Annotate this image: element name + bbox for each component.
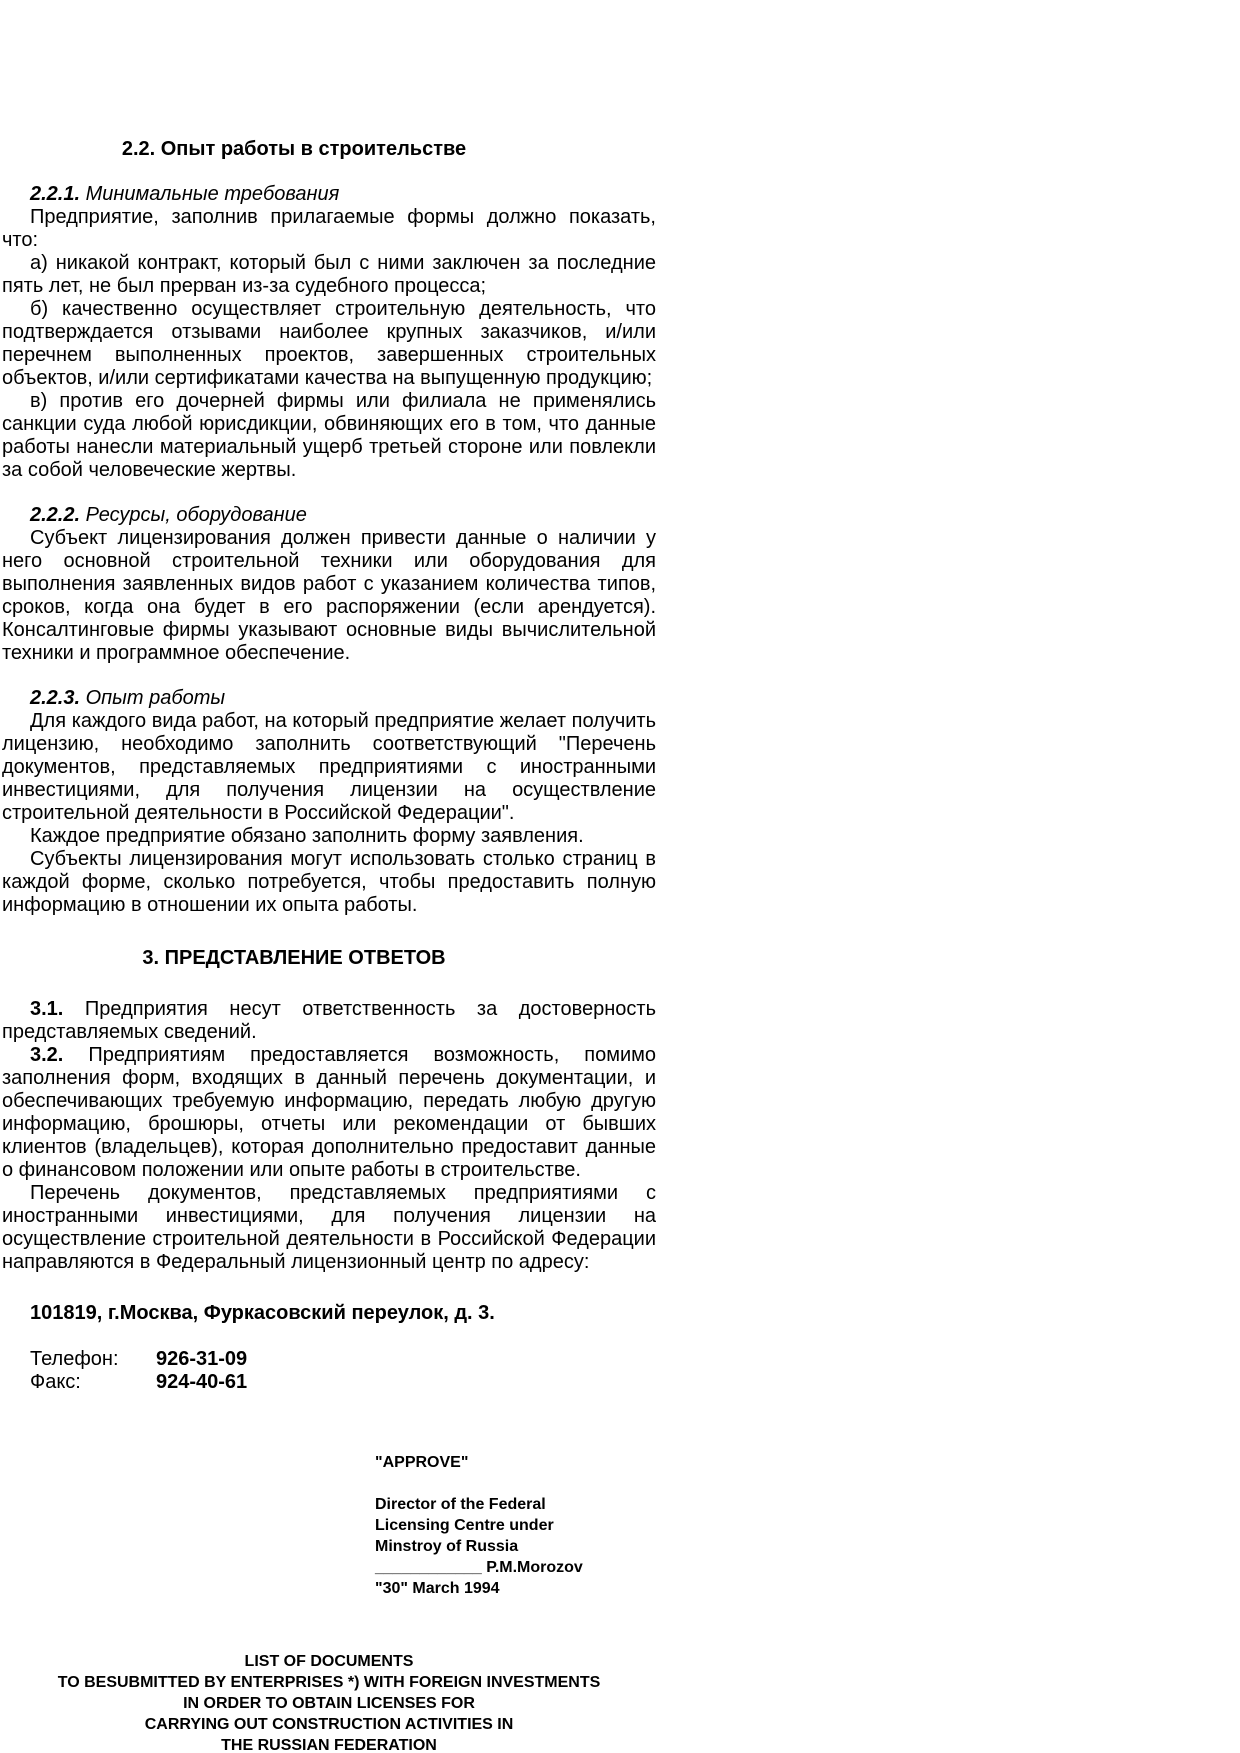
subsection-2-2-3-title: Опыт работы (85, 687, 226, 709)
subsection-2-2-3-number: 2.2.3. (30, 687, 81, 709)
paragraph-2-2-2-body: Субъект лицензирования должен привести данные о наличии у него основной строительной техники или оборудования для выполнения заявленных видов работ с указанием количества типов, сроков, когда она будет в его распоряжении (если арендуется). Консалтинговые фирмы указывают основные виды вычислительной техники и программное обеспечение. (2, 527, 656, 664)
paragraph-3-1-text: Предприятия несут ответственность за достоверность представляемых сведений. (2, 998, 656, 1043)
list-of-documents-title (2, 1651, 656, 1753)
phone-row (2, 1348, 656, 1371)
paragraph-3-2 (2, 1044, 656, 1182)
list-title-line-4: CARRYING OUT CONSTRUCTION ACTIVITIES IN (144, 1716, 514, 1733)
approval-line-1: Director of the Federal (375, 1496, 546, 1513)
text-column (2, 0, 656, 1753)
paragraph-2-2-1-item-a: а) никакой контракт, который был с ними заключен за последние пять лет, не был прерван из-за судебного процесса; (2, 252, 656, 297)
paragraph-3-1-number: 3.1. (30, 998, 64, 1020)
approval-line-2: Licensing Centre under (375, 1517, 554, 1534)
paragraph-3-2-text: Предприятиям предоставляется возможность, помимо заполнения форм, входящих в данный перечень документации, и обеспечивающих требуемую информацию, передать любую другую информацию, брошюры, отчеты или рекомендации от бывших клиентов (владельцев), которая дополнительно предоставит данные о финансовом положении или опыте работы в строительстве. (2, 1044, 656, 1181)
paragraph-2-2-3-2: Каждое предприятие обязано заполнить форму заявления. (30, 825, 584, 847)
address-line: 101819, г.Москва, Фуркасовский переулок, д. 3. (30, 1302, 495, 1324)
list-title-line-2: TO BESUBMITTED BY ENTERPRISES *) WITH FOREIGN INVESTMENTS (57, 1674, 601, 1691)
phone-label: Телефон: (30, 1348, 119, 1370)
fax-value: 924-40-61 (156, 1371, 248, 1393)
subsection-2-2-1-number: 2.2.1. (30, 183, 81, 205)
paragraph-3-1 (2, 998, 656, 1044)
approval-line-3: Minstroy of Russia (375, 1538, 519, 1555)
paragraph-2-2-1-item-v: в) против его дочерней фирмы или филиала не применялись санкции суда любой юрисдикции, обвиняющих его в том, что данные работы нанесли материальный ущерб третьей стороне или повлекли за собой человеческие жертвы. (2, 390, 656, 481)
paragraph-2-2-3-3: Субъекты лицензирования могут использовать столько страниц в каждой форме, сколько потребуется, чтобы предоставить полную информацию в отношении их опыта работы. (2, 848, 656, 916)
subsection-2-2-3-heading (2, 687, 656, 710)
paragraph-2-2-3-1: Для каждого вида работ, на который предприятие желает получить лицензию, необходимо заполнить соответствующий "Перечень документов, представляемых предприятиями с иностранными инвестициями, для получения лицензии на осуществление строительной деятельности в Российской Федерации". (2, 710, 656, 824)
section-2-2-heading: 2.2. Опыт работы в строительстве (121, 138, 467, 160)
approval-date-line: "30" March 1994 (375, 1580, 500, 1597)
phone-value: 926-31-09 (156, 1348, 248, 1370)
subsection-2-2-1-heading (2, 183, 656, 206)
list-title-line-3: IN ORDER TO OBTAIN LICENSES FOR (183, 1695, 475, 1712)
subsection-2-2-1-title: Минимальные требования (85, 183, 340, 205)
fax-label: Факс: (30, 1371, 81, 1393)
subsection-2-2-2-number: 2.2.2. (30, 504, 81, 526)
list-title-line-1: LIST OF DOCUMENTS (244, 1653, 414, 1670)
subsection-2-2-2-heading (2, 504, 656, 527)
approve-word: "APPROVE" (375, 1454, 469, 1471)
approval-block (375, 1452, 656, 1599)
approval-signature-line: ____________ P.M.Morozov (375, 1559, 583, 1576)
subsection-2-2-2-title: Ресурсы, оборудование (85, 504, 307, 526)
paragraph-address-intro: Перечень документов, представляемых предприятиями с иностранными инвестициями, для получения лицензии на осуществление строительной деятельности в Российской Федерации направляются в Федеральный лицензионный центр по адресу: (2, 1182, 656, 1273)
paragraph-3-2-number: 3.2. (30, 1044, 64, 1066)
paragraph-2-2-1-item-b: б) качественно осуществляет строительную деятельность, что подтверждается отзывами наиболее крупных заказчиков, и/или перечнем выполненных проектов, завершенных строительных объектов, и/или сертификатами качества на выпущенную продукцию; (2, 298, 656, 389)
list-title-line-5: THE RUSSIAN FEDERATION (221, 1737, 437, 1753)
paragraph-2-2-1-intro: Предприятие, заполнив прилагаемые формы должно показать, что: (2, 206, 656, 251)
section-3-heading: 3. ПРЕДСТАВЛЕНИЕ ОТВЕТОВ (142, 947, 446, 969)
fax-row (2, 1371, 656, 1394)
